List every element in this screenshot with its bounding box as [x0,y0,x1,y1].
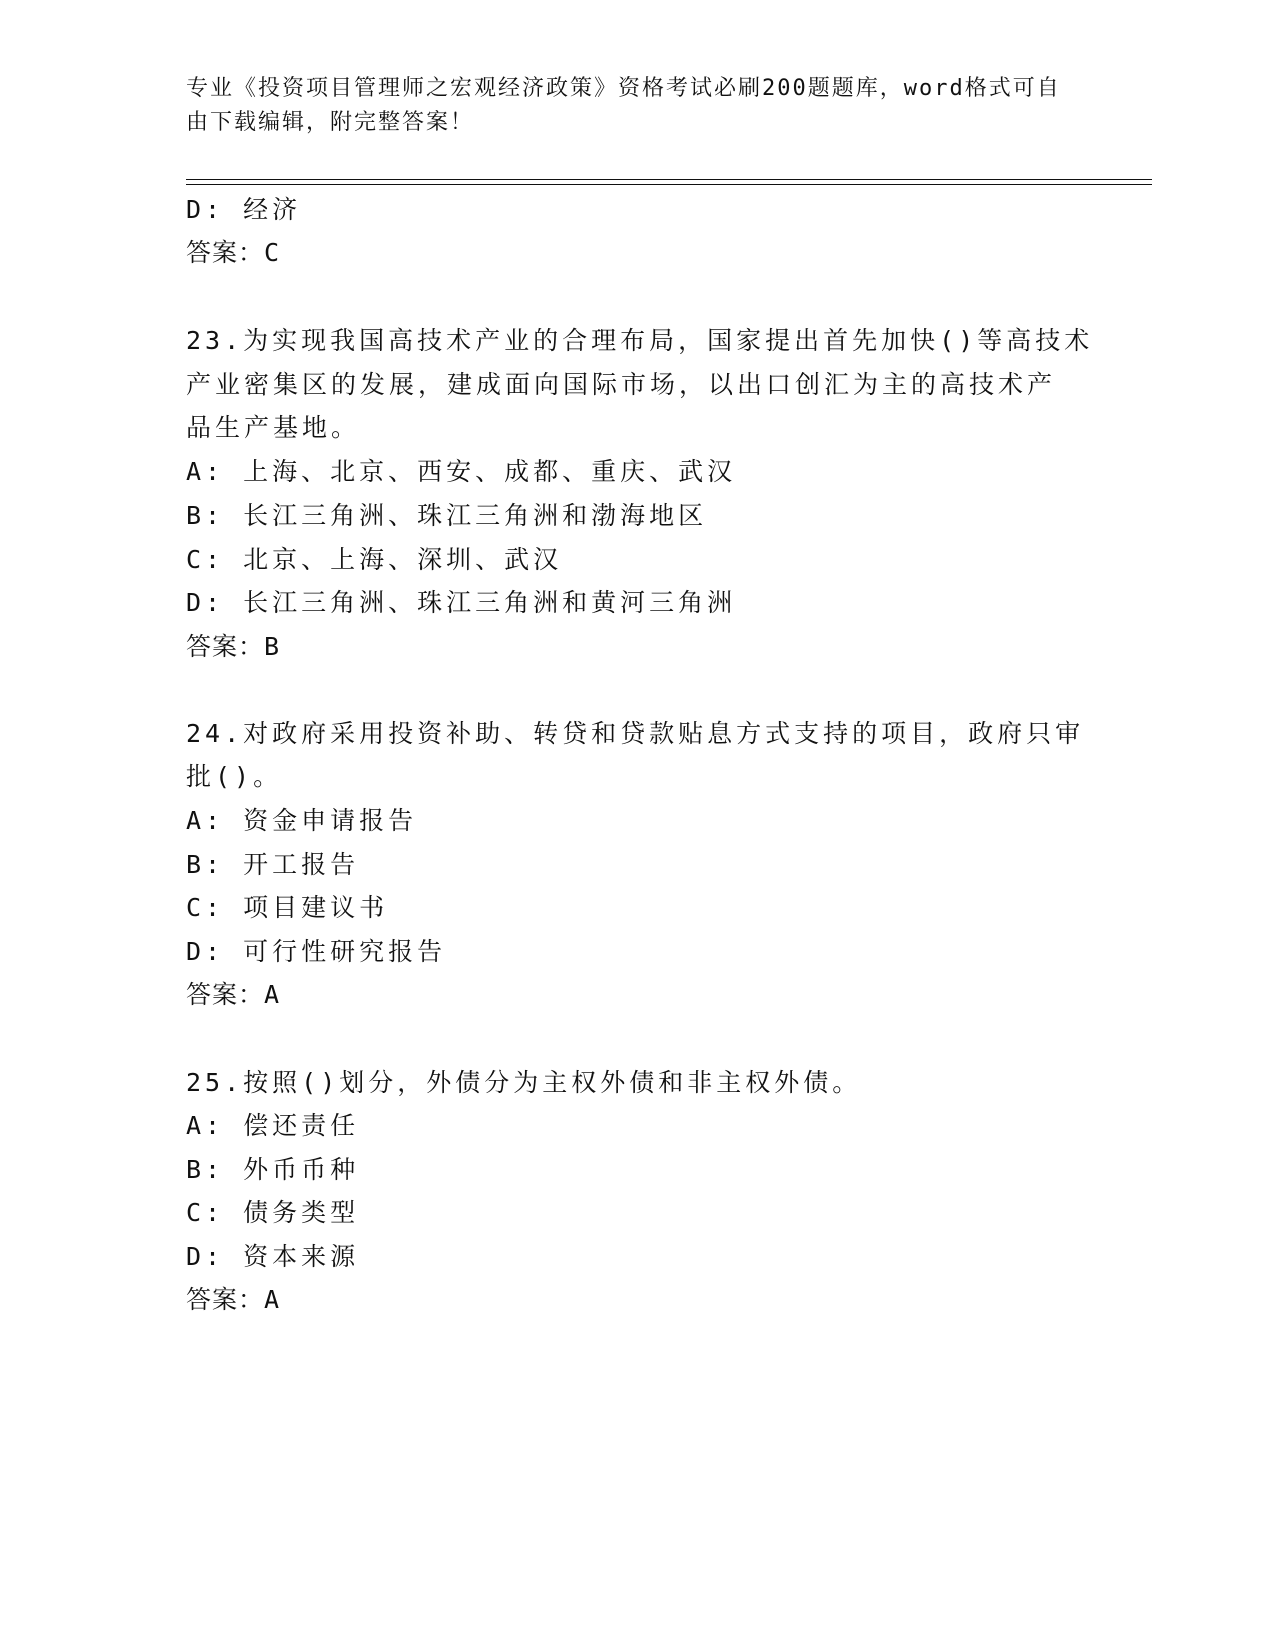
q25-stem-line-1: 25.按照()划分，外债分为主权外债和非主权外债。 [186,1068,862,1097]
header-divider-top [186,179,1152,180]
q25-option-b: B: 外币币种 [186,1155,360,1184]
answer-label: 答案： [186,980,265,1009]
answer-label: 答案： [186,632,265,661]
answer-value: C [264,238,281,267]
q25-option-d: D: 资本来源 [186,1242,360,1271]
answer-value: A [264,1285,281,1314]
q23-answer [186,624,280,670]
q23-option-c: C: 北京、上海、深圳、武汉 [186,545,563,574]
header-divider-bottom [186,184,1152,185]
q23-option-d: D: 长江三角洲、珠江三角洲和黄河三角洲 [186,588,737,617]
q23-stem-line-1: 23.为实现我国高技术产业的合理布局，国家提出首先加快()等高技术 [186,326,1094,355]
q24-option-b: B: 开工报告 [186,850,360,879]
q23-stem-line-3: 品生产基地。 [186,413,361,442]
q24-stem-line-1: 24.对政府采用投资补助、转贷和贷款贴息方式支持的项目，政府只审 [186,719,1085,748]
q23-stem-line-2: 产业密集区的发展，建成面向国际市场，以出口创汇为主的高技术产 [186,370,1057,399]
q25-answer [186,1277,280,1323]
q23-option-a: A: 上海、北京、西安、成都、重庆、武汉 [186,457,737,486]
prev-answer [186,230,280,276]
document-header: 专业《投资项目管理师之宏观经济政策》资格考试必刷200题题库，word格式可自由下载编辑，附完整答案！ [186,76,1061,135]
q24-option-d: D: 可行性研究报告 [186,937,447,966]
q24-option-a: A: 资金申请报告 [186,806,418,835]
q23-option-b: B: 长江三角洲、珠江三角洲和渤海地区 [186,501,708,530]
q25-option-c: C: 债务类型 [186,1198,360,1227]
answer-value: A [264,980,281,1009]
q24-answer [186,972,280,1018]
prev-option-d: D: 经济 [186,195,302,224]
q24-stem-line-2: 批()。 [186,762,283,791]
answer-value: B [264,632,281,661]
answer-label: 答案： [186,1285,265,1314]
q25-option-a: A: 偿还责任 [186,1111,360,1140]
answer-label: 答案： [186,238,265,267]
q24-option-c: C: 项目建议书 [186,893,389,922]
